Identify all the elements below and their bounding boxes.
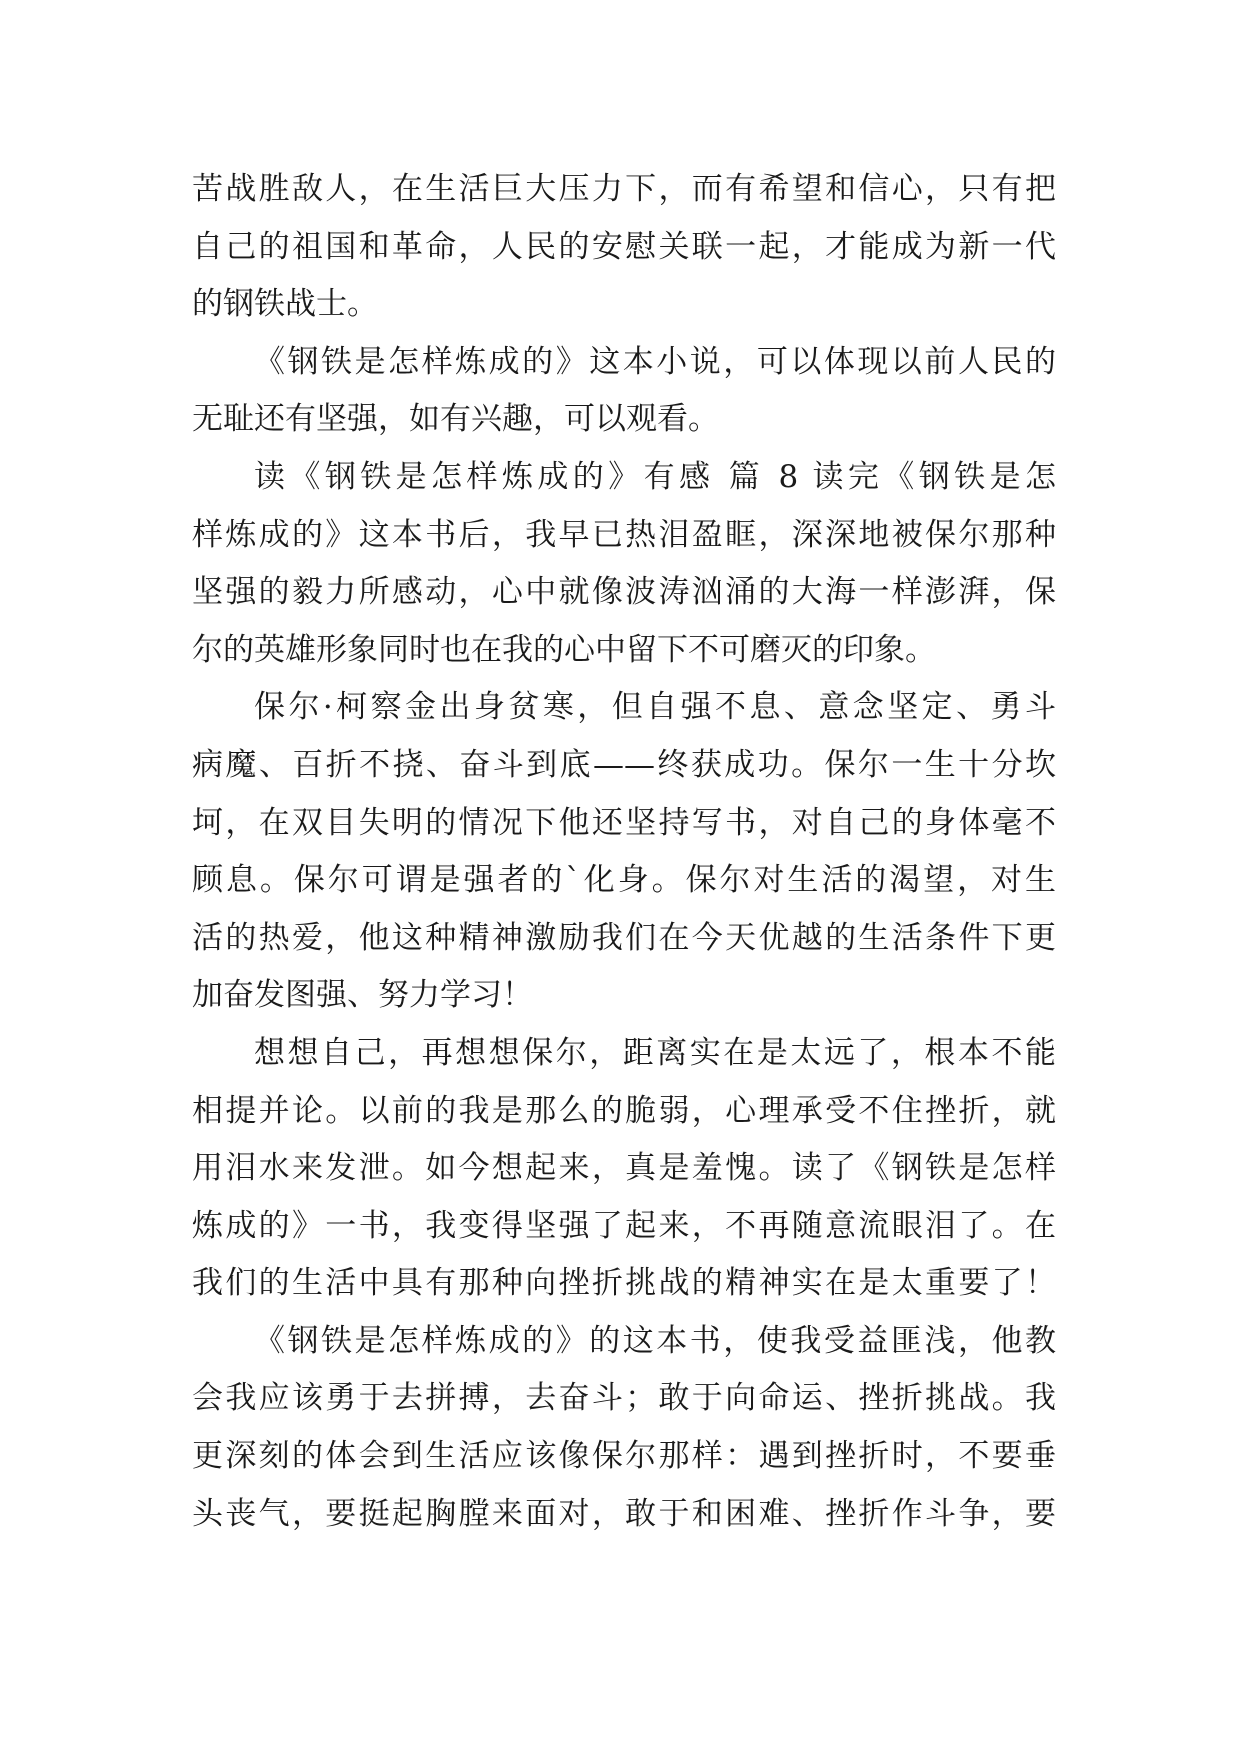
text-line: 加奋发图强、努力学习！ [192, 977, 533, 1014]
text-line: 坷，在双目失明的情况下他还坚持写书，对自己的身体毫不 [192, 804, 1056, 841]
text-line: 无耻还有坚强，如有兴趣，可以观看。 [192, 401, 719, 438]
text-line: 头丧气，要挺起胸膛来面对，敢于和困难、挫折作斗争，要 [192, 1495, 1056, 1532]
text-line: 《钢铁是怎样炼成的》的这本书，使我受益匪浅，他教 [254, 1322, 1056, 1359]
text-line: 炼成的》一书，我变得坚强了起来，不再随意流眼泪了。在 [192, 1207, 1056, 1244]
text-line: 样炼成的》这本书后，我早已热泪盈眶，深深地被保尔那种 [192, 516, 1056, 553]
body-text [192, 161, 1056, 1543]
text-line: 活的热爱，他这种精神激励我们在今天优越的生活条件下更 [192, 919, 1056, 956]
text-line: 病魔、百折不挠、奋斗到底——终获成功。保尔一生十分坎 [192, 746, 1056, 783]
text-line: 苦战胜敌人，在生活巨大压力下，而有希望和信心，只有把 [192, 171, 1056, 207]
text-line: 想想自己，再想想保尔，距离实在是太远了，根本不能 [254, 1034, 1056, 1071]
text-line: 保尔·柯察金出身贫寒，但自强不息、意念坚定、勇斗 [254, 689, 1056, 726]
text-line: 尔的英雄形象同时也在我的心中留下不可磨灭的印象。 [192, 631, 936, 668]
text-line: 读《钢铁是怎样炼成的》有感 篇 8 读完《钢铁是怎 [254, 458, 1056, 495]
text-line: 顾息。保尔可谓是强者的`化身。保尔对生活的渴望，对生 [192, 862, 1056, 899]
text-line: 更深刻的体会到生活应该像保尔那样：遇到挫折时，不要垂 [192, 1438, 1056, 1475]
text-line: 《钢铁是怎样炼成的》这本小说，可以体现以前人民的 [254, 343, 1056, 380]
text-line: 会我应该勇于去拼搏，去奋斗；敢于向命运、挫折挑战。我 [192, 1380, 1056, 1417]
text-line: 的钢铁战士。 [192, 286, 378, 323]
text-line: 自己的祖国和革命，人民的安慰关联一起，才能成为新一代 [192, 228, 1056, 265]
text-line: 用泪水来发泄。如今想起来，真是羞愧。读了《钢铁是怎样 [192, 1150, 1056, 1187]
text-line: 相提并论。以前的我是那么的脆弱，心理承受不住挫折，就 [192, 1092, 1056, 1129]
text-line: 我们的生活中具有那种向挫折挑战的精神实在是太重要了！ [192, 1265, 1056, 1302]
text-line: 坚强的毅力所感动，心中就像波涛汹涌的大海一样澎湃，保 [192, 574, 1056, 611]
